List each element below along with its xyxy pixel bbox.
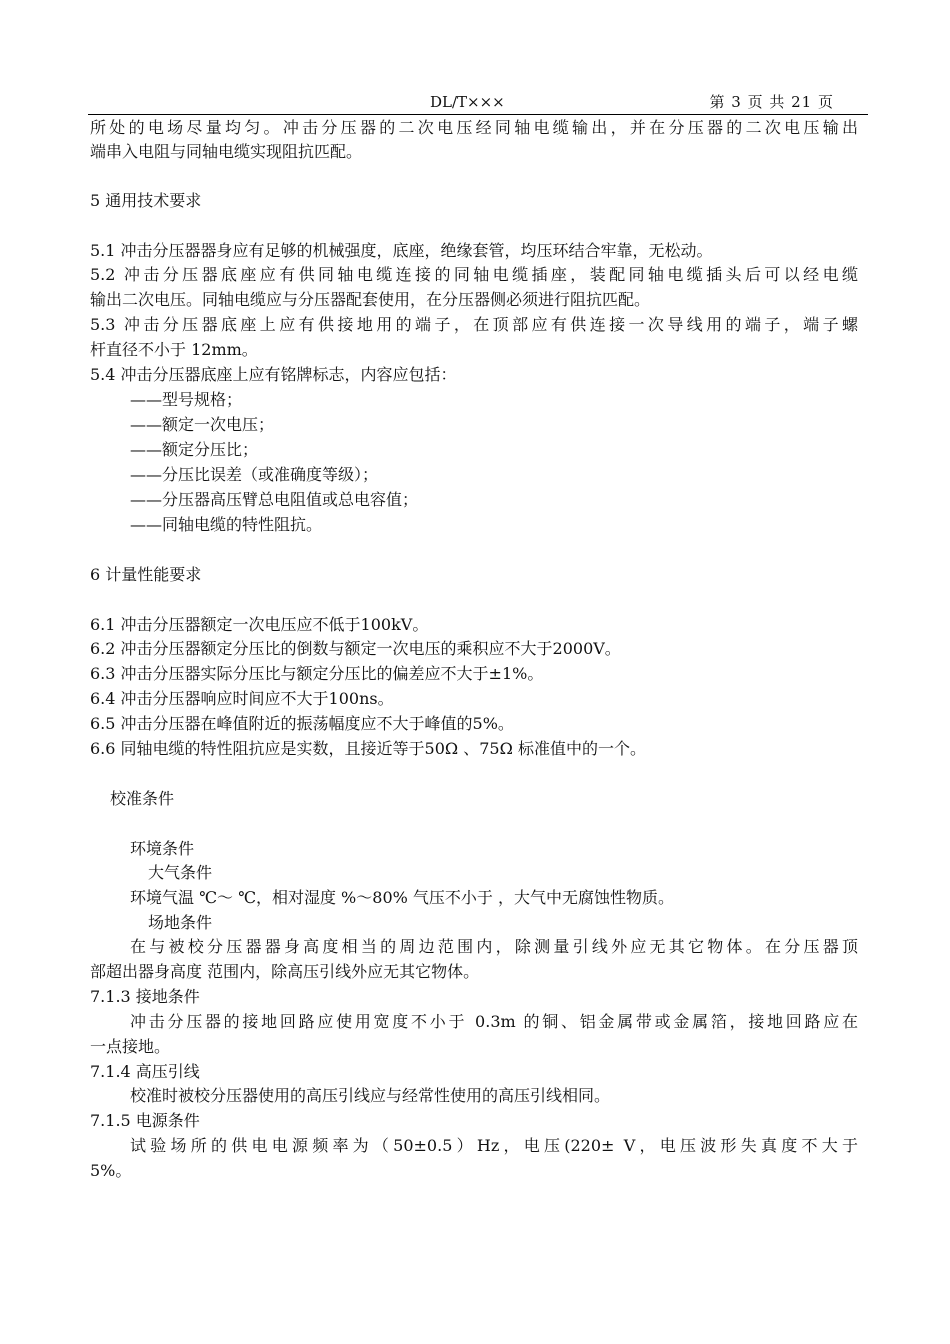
clause-7-1-2-text: 在与被校分压器器身高度相当的周边范围内，除测量引线外应无其它物体。在分压器顶	[130, 937, 858, 956]
doc-code: DL/T×××	[430, 93, 505, 111]
page-number: 第 3 页 共 21 页	[709, 93, 834, 111]
clause-6-6: 6.6 同轴电缆的特性阻抗应是实数，且接近等于50Ω 、75Ω 标准值中的一个。	[90, 739, 646, 758]
paragraph-line: 所处的电场尽量均匀。冲击分压器的二次电压经同轴电缆输出，并在分压器的二次电压输出	[90, 118, 858, 137]
clause-5-2: 5.2 冲击分压器底座应有供同轴电缆连接的同轴电缆插座，装配同轴电缆插头后可以经电缆	[90, 265, 858, 284]
clause-7-1-3-text: 冲击分压器的接地回路应使用宽度不小于 0.3m 的铜、铝金属带或金属箔，接地回路应在	[130, 1012, 858, 1031]
clause-7-1-5-cont: 5%。	[90, 1161, 132, 1180]
clause-7-1-2-cont: 部超出器身高度 范围内，除高压引线外应无其它物体。	[90, 962, 480, 981]
clause-6-2: 6.2 冲击分压器额定分压比的倒数与额定一次电压的乘积应不大于2000V。	[90, 639, 621, 658]
list-item: ——同轴电缆的特性阻抗。	[130, 515, 323, 534]
clause-6-1: 6.1 冲击分压器额定一次电压应不低于100kV。	[90, 615, 429, 634]
clause-6-5: 6.5 冲击分压器在峰值附近的振荡幅度应不大于峰值的5%。	[90, 714, 514, 733]
section-heading-7: 校准条件	[110, 789, 175, 808]
clause-6-4: 6.4 冲击分压器响应时间应不大于100ns。	[90, 689, 394, 708]
list-item: ——型号规格；	[130, 390, 243, 409]
section-heading-6: 6 计量性能要求	[90, 565, 202, 584]
clause-5-1: 5.1 冲击分压器器身应有足够的机械强度，底座，绝缘套管，均压环结合牢靠，无松动。	[90, 241, 713, 260]
section-heading-5: 5 通用技术要求	[90, 191, 202, 210]
list-item: ——额定一次电压；	[130, 415, 275, 434]
subsection-heading-7-1: 环境条件	[130, 839, 195, 858]
clause-7-1-4-text: 校准时被校分压器使用的高压引线应与经常性使用的高压引线相同。	[130, 1086, 611, 1105]
clause-5-2-cont: 输出二次电压。同轴电缆应与分压器配套使用，在分压器侧必须进行阻抗匹配。	[90, 290, 651, 309]
subsection-heading-7-1-3: 7.1.3 接地条件	[90, 987, 200, 1006]
subsection-heading-7-1-2: 场地条件	[148, 913, 213, 932]
clause-7-1-3-cont: 一点接地。	[90, 1037, 171, 1056]
subsection-heading-7-1-4: 7.1.4 高压引线	[90, 1062, 200, 1081]
clause-5-3-cont: 杆直径不小于 12mm。	[90, 340, 258, 359]
clause-7-1-1-text: 环境气温 ℃～ ℃，相对湿度 %～80% 气压不小于 ，大气中无腐蚀性物质。	[130, 888, 674, 907]
clause-6-3: 6.3 冲击分压器实际分压比与额定分压比的偏差应不大于±1%。	[90, 664, 544, 683]
page-header	[88, 90, 868, 115]
subsection-heading-7-1-5: 7.1.5 电源条件	[90, 1111, 200, 1130]
paragraph-line: 端串入电阻与同轴电缆实现阻抗匹配。	[90, 142, 363, 161]
clause-7-1-5-text: 试验场所的供电电源频率为（50±0.5）Hz，电压(220± V，电压波形失真度不大于	[130, 1136, 858, 1155]
clause-5-3: 5.3 冲击分压器底座上应有供接地用的端子，在顶部应有供连接一次导线用的端子，端子螺	[90, 315, 858, 334]
list-item: ——额定分压比；	[130, 440, 259, 459]
list-item: ——分压器高压臂总电阻值或总电容值；	[130, 490, 419, 509]
list-item: ——分压比误差（或准确度等级）；	[130, 465, 379, 484]
subsection-heading-7-1-1: 大气条件	[148, 863, 213, 882]
clause-5-4: 5.4 冲击分压器底座上应有铭牌标志，内容应包括：	[90, 365, 457, 384]
